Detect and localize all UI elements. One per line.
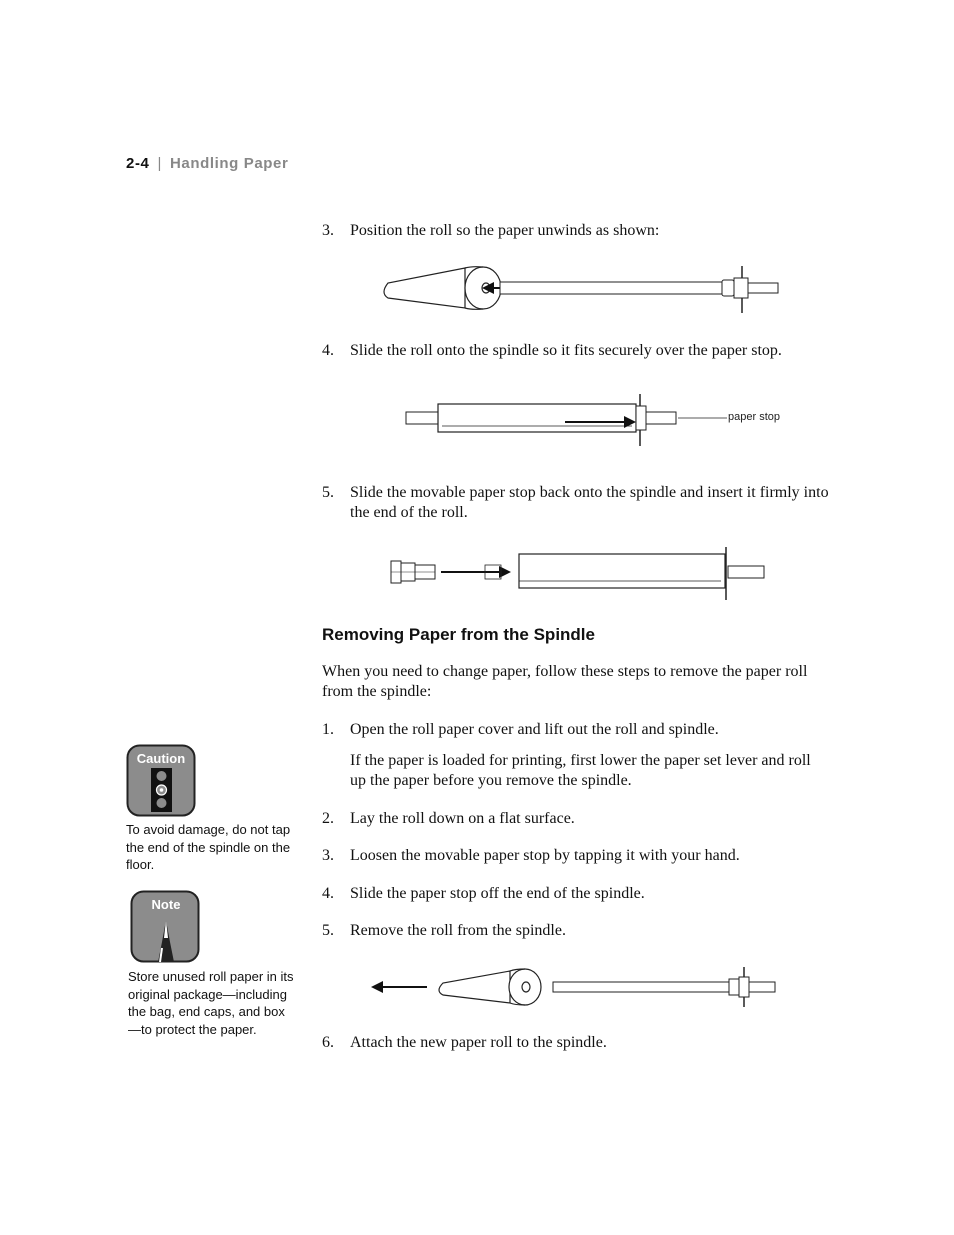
figure-roll-unwind — [370, 258, 790, 318]
header-separator: | — [157, 155, 162, 172]
step-number: 4. — [322, 342, 334, 359]
step-text: Attach the new paper roll to the spindle. — [350, 1034, 607, 1051]
step-number: 1. — [322, 721, 334, 738]
step-number: 6. — [322, 1034, 334, 1051]
caution-icon — [126, 744, 198, 818]
step-text: Loosen the movable paper stop by tapping it with your hand. — [350, 847, 740, 864]
caution-label: Caution — [136, 751, 186, 766]
step-text: Slide the movable paper stop back onto the spindle and insert it firmly into the end of the roll. — [350, 484, 829, 521]
figure-insert-stop — [385, 545, 775, 603]
step-movable-stop — [322, 483, 832, 525]
step-text: Slide the paper stop off the end of the spindle. — [350, 885, 645, 902]
step-number: 5. — [322, 922, 334, 939]
paper-stop-label: paper stop — [728, 411, 780, 423]
removal-step-1-note: If the paper is loaded for printing, first lower the paper set lever and roll up the paper before you remove the spindle. — [350, 752, 811, 789]
running-header — [126, 155, 288, 172]
page-number: 2-4 — [126, 155, 150, 172]
figure-remove-roll — [365, 963, 785, 1011]
section-intro: When you need to change paper, follow these steps to remove the paper roll from the spindle: — [322, 663, 808, 700]
step-number: 3. — [322, 847, 334, 864]
step-number: 3. — [322, 222, 334, 239]
step-text: Position the roll so the paper unwinds as shown: — [350, 222, 660, 239]
step-text: Lay the roll down on a flat surface. — [350, 810, 575, 827]
caution-text: To avoid damage, do not tap the end of the spindle on the floor. — [126, 822, 291, 872]
step-number: 5. — [322, 484, 334, 501]
step-text: Open the roll paper cover and lift out the roll and spindle. — [350, 721, 719, 738]
step-text: Slide the roll onto the spindle so it fits securely over the paper stop. — [350, 342, 782, 359]
note-label: Note — [151, 897, 181, 912]
section-title: Handling Paper — [169, 155, 289, 172]
section-heading: Removing Paper from the Spindle — [322, 625, 595, 644]
note-icon — [130, 890, 202, 964]
step-number: 4. — [322, 885, 334, 902]
figure-roll-on-spindle — [400, 392, 800, 448]
step-number: 2. — [322, 810, 334, 827]
step-text: Remove the roll from the spindle. — [350, 922, 566, 939]
note-text: Store unused roll paper in its original package—including the bag, end caps, and box—to protect the paper. — [128, 969, 294, 1037]
